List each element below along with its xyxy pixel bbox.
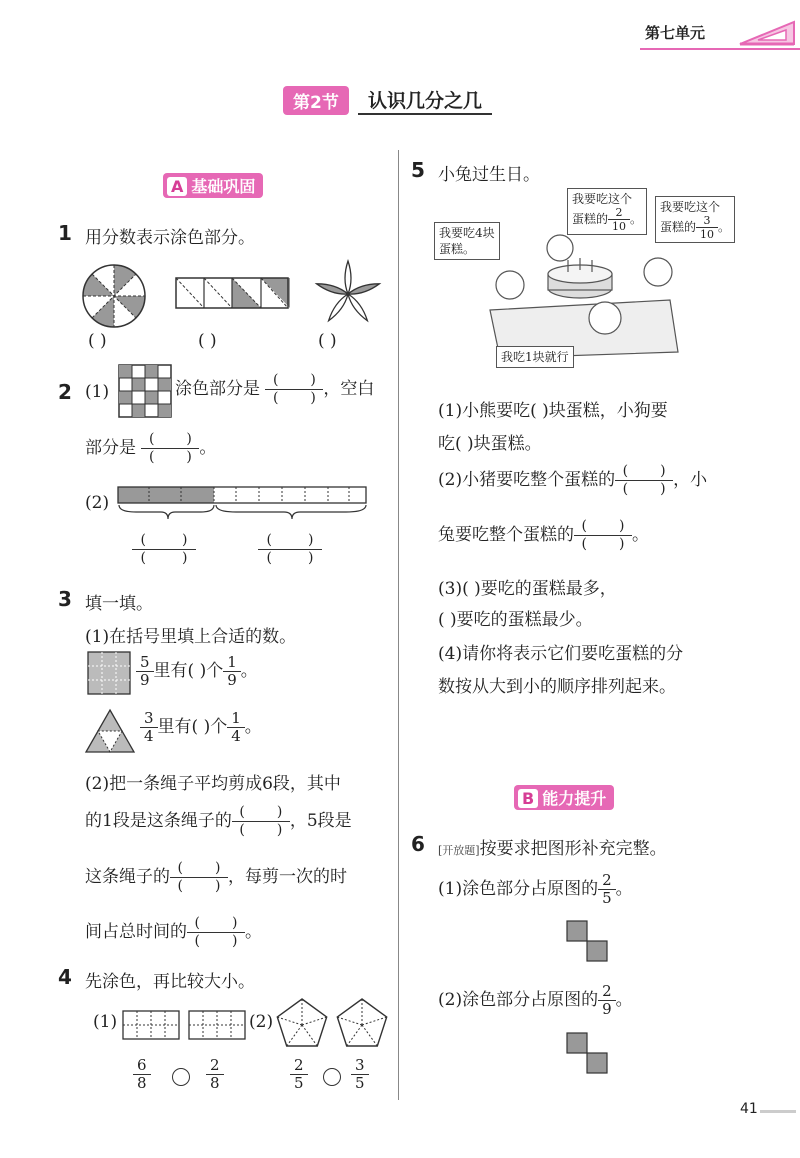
q2-blank-open: ( xyxy=(272,390,279,406)
q3-part2-line2 xyxy=(85,804,352,839)
q2-blank-open: ( xyxy=(177,878,183,894)
q3-part2-line1: (2)把一条绳子平均剪成6段，其中 xyxy=(85,774,341,794)
q2-blank-close: ) xyxy=(308,532,314,548)
q4-rect-figure-2 xyxy=(188,1010,246,1040)
q6-p1-fraction: $\frac{2}{5}$ xyxy=(598,873,616,906)
q2-blank-open: ( xyxy=(177,860,183,876)
q2-blank-open: ( xyxy=(140,550,146,566)
section-title: 认识几分之几 xyxy=(358,86,492,115)
q2-blank-open: ( xyxy=(581,536,587,552)
q6-p2-end: 。 xyxy=(615,990,633,1010)
q4-part2-label: (2) xyxy=(249,1012,274,1032)
q2-blank-open: ( xyxy=(148,431,155,447)
q5-s2-line1 xyxy=(438,463,707,498)
q6-header xyxy=(438,834,667,859)
q2-bar-figure xyxy=(116,485,370,521)
q2-shaded-fraction-blank[interactable] xyxy=(265,372,323,407)
q3-part1-label: (1)在括号里填上合适的数。 xyxy=(85,627,297,647)
q2-blank-close: ) xyxy=(215,860,221,876)
open-question-tag: [开放题] xyxy=(438,844,480,857)
q3-row2 xyxy=(140,711,262,744)
q1-answer-1[interactable]: ( ) xyxy=(88,331,107,351)
q3-part2-line4 xyxy=(85,915,262,950)
q2-blank-close: ) xyxy=(310,372,316,388)
q5-number: 5 xyxy=(411,158,425,182)
q2-part2-right-blank[interactable] xyxy=(258,532,322,567)
q3-p2-l3a: 这条绳子的 xyxy=(85,867,170,887)
q1-rectangle-figure xyxy=(174,276,290,310)
section-a-label: 基础巩固 xyxy=(191,177,256,196)
q2-grid-figure xyxy=(118,364,172,418)
q2-blank-close: ) xyxy=(182,532,188,548)
section-b-banner xyxy=(514,785,614,810)
triangle-ruler-icon xyxy=(738,18,796,46)
q2-blank-close: ) xyxy=(660,481,666,497)
q4-compare-circle-1[interactable] xyxy=(172,1068,190,1086)
q3-text: 填一填。 xyxy=(85,594,153,614)
q5-s4-line2: 数按从大到小的顺序排列起来。 xyxy=(438,677,676,697)
q5-s2-l1b: ，小 xyxy=(673,470,708,490)
q3-square-grid-figure xyxy=(86,650,132,696)
q5-s3-line1[interactable]: (3)( )要吃的蛋糕最多， xyxy=(438,579,617,599)
q2-part1-tail: ，空白 xyxy=(323,379,375,399)
q6-p1-end: 。 xyxy=(615,879,633,899)
q3-cut-time-blank[interactable] xyxy=(187,915,245,950)
q3-part2-line3 xyxy=(85,860,347,895)
q2-blank-close: ) xyxy=(619,518,625,534)
q3-p2-l3b: ，每剪一次的时 xyxy=(228,867,347,887)
q4-part1-label: (1) xyxy=(93,1012,118,1032)
q3-row1 xyxy=(136,655,258,688)
page-number: 41 xyxy=(740,1101,758,1117)
q2-blank-close: ) xyxy=(660,463,666,479)
q6-shape-1[interactable] xyxy=(566,920,608,964)
q3-r2-fraction: $\frac{3}{4}$ xyxy=(140,711,158,744)
q2-part1-line2 xyxy=(85,431,216,466)
q2-part1-line xyxy=(175,372,374,407)
q5-s2-l2a: 兔要吃整个蛋糕的 xyxy=(438,525,574,545)
q2-blank-fraction-blank[interactable] xyxy=(141,431,199,466)
q5-rabbit-fraction-blank[interactable] xyxy=(574,518,632,553)
q2-blank-open: ( xyxy=(622,463,629,479)
q2-blank-close: ) xyxy=(619,536,625,552)
q6-shape-2[interactable] xyxy=(566,1032,608,1076)
q3-rope-one-segment-blank[interactable] xyxy=(232,804,290,839)
q2-blank-open: ( xyxy=(581,518,587,534)
q2-blank-open: ( xyxy=(194,915,200,931)
q3-p2-l2b: ，5段是 xyxy=(289,811,352,831)
q1-answer-2[interactable]: ( ) xyxy=(198,331,217,351)
q3-number: 3 xyxy=(58,587,72,611)
q2-blank-open: ( xyxy=(239,804,245,820)
q1-text: 用分数表示涂色部分。 xyxy=(85,228,255,248)
q6-p2-fraction: $\frac{2}{9}$ xyxy=(598,984,616,1017)
q4-number: 4 xyxy=(58,965,72,989)
q3-r2-text[interactable]: 里有( )个 xyxy=(157,717,228,737)
q4-text: 先涂色，再比较大小。 xyxy=(85,972,255,992)
q3-p2-l4b: 。 xyxy=(245,922,262,942)
q3-r2-end: 。 xyxy=(244,717,262,737)
q3-r1-unit-fraction: $\frac{1}{9}$ xyxy=(223,655,241,688)
section-badge: 第2节 xyxy=(283,86,349,115)
q3-r2-unit-fraction: $\frac{1}{4}$ xyxy=(227,711,245,744)
q3-rope-five-segments-blank[interactable] xyxy=(170,860,228,895)
q2-blank-close: ) xyxy=(276,822,283,838)
q2-blank-close: ) xyxy=(308,550,314,566)
speech-bubble-pig: 我要吃4块 蛋糕。 xyxy=(434,222,500,260)
q2-blank-close: ) xyxy=(310,390,316,406)
q5-s2-line2 xyxy=(438,518,649,553)
q2-blank-open: ( xyxy=(239,822,245,838)
q6-part1 xyxy=(438,873,633,906)
q2-number: 2 xyxy=(58,380,72,404)
q2-blank-close: ) xyxy=(215,878,221,894)
q5-s2-l2b: 。 xyxy=(632,525,649,545)
q4-fraction-2-5: $\frac{2}{5}$ xyxy=(290,1058,308,1091)
q3-triangle-figure xyxy=(84,708,136,754)
q4-pentagon-figure-1 xyxy=(274,996,330,1050)
q2-blank-open: ( xyxy=(622,481,629,497)
q2-part2-label: (2) xyxy=(85,493,110,513)
q4-rect-figure-1 xyxy=(122,1010,180,1040)
q6-part2 xyxy=(438,984,633,1017)
q2-blank-open: ( xyxy=(140,532,146,548)
q3-p2-l4a: 间占总时间的 xyxy=(85,922,187,942)
q6-p1-text: (1)涂色部分占原图的 xyxy=(438,879,599,899)
q3-r1-text[interactable]: 里有( )个 xyxy=(153,661,224,681)
q2-blank-close: ) xyxy=(182,550,188,566)
q2-blank-open: ( xyxy=(266,532,272,548)
q1-star-figure xyxy=(314,258,382,328)
speech-bubble-bear: 我要吃这个 蛋糕的 $\frac{3}{10}$ 。 xyxy=(655,196,735,243)
speech-bubble-rabbit: 我吃1块就行 xyxy=(496,346,574,368)
q4-compare-circle-2[interactable] xyxy=(323,1068,341,1086)
footer-dash xyxy=(760,1110,796,1113)
q4-pentagon-figure-2 xyxy=(334,996,390,1050)
q5-s2-l1a: (2)小猪要吃整个蛋糕的 xyxy=(438,470,616,490)
q2-blank-open: ( xyxy=(194,933,200,949)
q2-blank-close: ) xyxy=(276,804,283,820)
q4-fraction-6-8: $\frac{6}{8}$ xyxy=(133,1058,151,1091)
section-a-letter: A xyxy=(167,177,187,196)
q5-s1-line1[interactable]: (1)小熊要吃( )块蛋糕，小狗要 xyxy=(438,401,668,421)
q5-pig-fraction-blank[interactable] xyxy=(615,463,673,498)
q4-fraction-2-8: $\frac{2}{8}$ xyxy=(206,1058,224,1091)
q2-blank-open: ( xyxy=(272,372,279,388)
q5-s3-line2[interactable]: ( )要吃的蛋糕最少。 xyxy=(438,610,593,630)
column-divider xyxy=(398,150,399,1100)
q2-blank-open: ( xyxy=(266,550,272,566)
q2-part1-label: (1) xyxy=(85,382,110,402)
q2-period: 。 xyxy=(199,438,217,458)
q6-number: 6 xyxy=(411,832,425,856)
section-b-letter: B xyxy=(518,789,538,808)
q5-s1-line2[interactable]: 吃( )块蛋糕。 xyxy=(438,434,542,454)
q6-p2-text: (2)涂色部分占原图的 xyxy=(438,990,599,1010)
header-rule xyxy=(640,48,800,50)
q5-s4-line1: (4)请你将表示它们要吃蛋糕的分 xyxy=(438,644,684,664)
section-b-label: 能力提升 xyxy=(542,789,607,808)
section-a-banner xyxy=(163,173,263,198)
q5-text: 小兔过生日。 xyxy=(438,165,540,185)
q1-circle-figure xyxy=(80,262,148,330)
q2-blank-open: ( xyxy=(148,449,155,465)
q4-fraction-3-5: $\frac{3}{5}$ xyxy=(351,1058,369,1091)
unit-label: 第七单元 xyxy=(645,24,706,42)
q1-number: 1 xyxy=(58,221,72,245)
speech-bubble-dog: 我要吃这个 蛋糕的 $\frac{2}{10}$ 。 xyxy=(567,188,647,235)
q1-answer-3[interactable]: ( ) xyxy=(318,331,337,351)
q3-p2-l2a: 的1段是这条绳子的 xyxy=(85,811,232,831)
q2-part1-line2-text: 部分是 xyxy=(85,438,136,458)
q2-part2-left-blank[interactable] xyxy=(132,532,196,567)
q2-part1-text: 涂色部分是 xyxy=(175,379,260,399)
q2-blank-close: ) xyxy=(232,915,238,931)
q3-r1-end: 。 xyxy=(240,661,258,681)
q2-blank-close: ) xyxy=(186,449,192,465)
q2-blank-close: ) xyxy=(232,933,238,949)
q2-blank-close: ) xyxy=(186,431,192,447)
section-title-block xyxy=(283,86,492,114)
q6-text: 按要求把图形补充完整。 xyxy=(479,839,667,859)
q3-r1-fraction: $\frac{5}{9}$ xyxy=(136,655,154,688)
